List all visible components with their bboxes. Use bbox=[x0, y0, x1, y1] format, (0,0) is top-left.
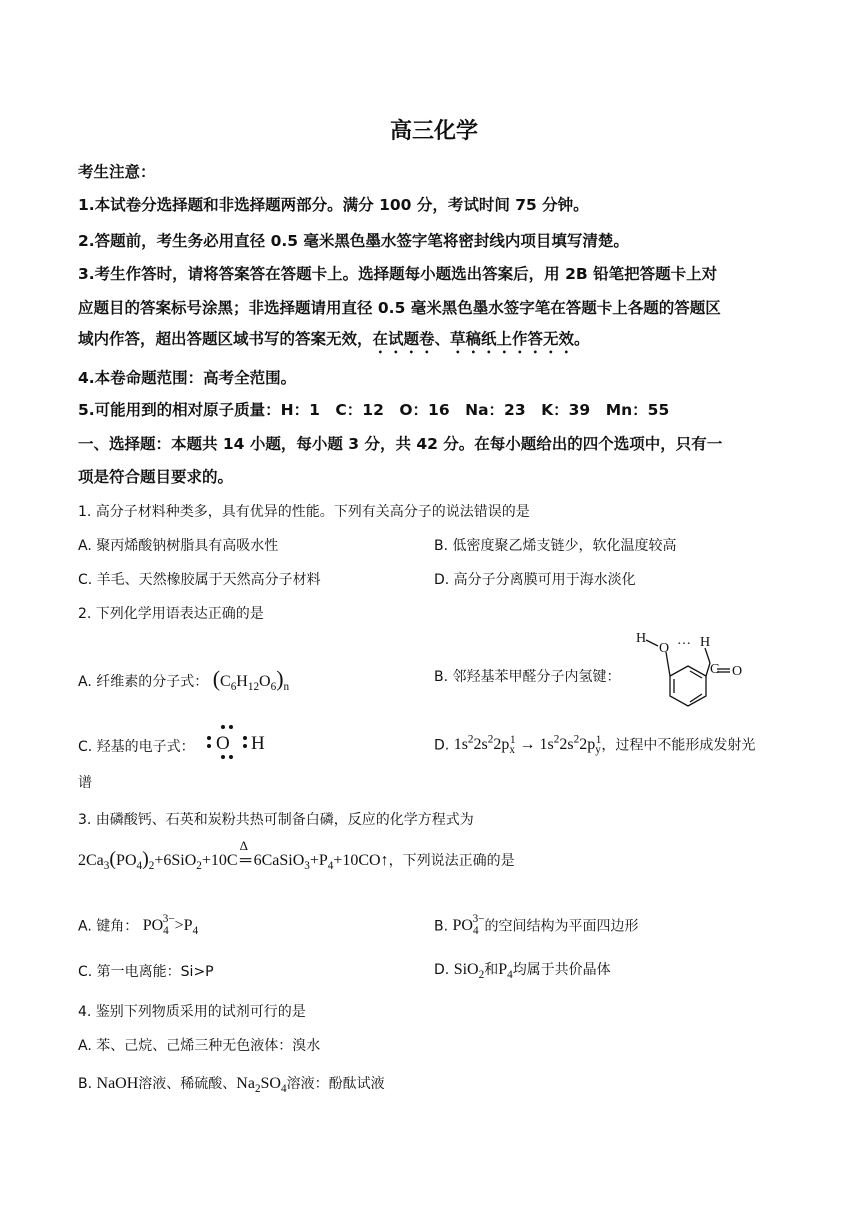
bond-angle-comparison: $PO_4^{3-}>P_4$ bbox=[142, 913, 199, 938]
section-heading-line-2: 项是符合题目要求的。 bbox=[78, 468, 234, 486]
notice-line-2: 2.答题前，考生务必用直径 0.5 毫米黑色墨水签字笔将密封线内项目填写清楚。 bbox=[78, 232, 629, 250]
section-heading-line-1: 一、选择题：本题共 14 小题，每小题 3 分，共 42 分。在每小题给出的四个选项中，只有一 bbox=[78, 435, 723, 453]
svg-text:H: H bbox=[700, 635, 711, 650]
q3-option-d-and: 和 bbox=[484, 962, 499, 978]
q2-option-c bbox=[78, 736, 195, 756]
svg-text:O: O bbox=[659, 641, 670, 656]
q4-option-b-end: 溶液：酚酞试液 bbox=[286, 1076, 385, 1092]
phosphate-ion-formula: $PO_4^{3-}$ bbox=[452, 913, 485, 938]
svg-text:H: H bbox=[636, 631, 647, 646]
sodium-hydroxide-formula: NaOH bbox=[96, 1075, 139, 1092]
reaction-equation: $2Ca_3(PO_4)_2+6SiO_2+10C$ Δ ═ $6CaSiO_3+P_4+10CO↑$ bbox=[78, 838, 389, 873]
q3-option-c: C. 第一电离能：Si>P bbox=[78, 964, 214, 980]
q3-option-d bbox=[434, 959, 611, 981]
q2-option-c-label: C. 羟基的电子式： bbox=[78, 739, 195, 755]
notice-emphasis-text: 在试题卷、草稿纸上作答无效 bbox=[372, 330, 575, 348]
q1-option-b: B. 低密度聚乙烯支链少，软化温度较高 bbox=[434, 538, 677, 554]
electron-configuration-transition: $1s^22s^22p_x^1 \to 1s^22s^22p_y^1$ bbox=[453, 734, 602, 757]
silica-formula: SiO$_2$ bbox=[453, 961, 485, 982]
notice-line-3b: 应题目的答案标号涂黑；非选择题请用直径 0.5 毫米黑色墨水签字笔在答题卡上各题的答题区 bbox=[78, 299, 721, 317]
svg-text:H: H bbox=[251, 733, 265, 754]
q3-option-b-label: B. bbox=[434, 918, 449, 935]
q4-stem: 4. 鉴别下列物质采用的试剂可行的是 bbox=[78, 1004, 306, 1020]
notice-line-3a: 3.考生作答时，请将答案答在答题卡上。选择题每小题选出答案后，用 2B 铅笔把答题卡上对 bbox=[78, 265, 718, 283]
q2-option-d-label: D. bbox=[434, 737, 450, 754]
notice-line-3c-end: 。 bbox=[574, 330, 590, 348]
notice-line-3c-plain: 域内作答，超出答题区域书写的答案无效， bbox=[78, 330, 373, 348]
q1-stem: 1. 高分子材料种类多，具有优异的性能。下列有关高分子的说法错误的是 bbox=[78, 504, 530, 520]
q2-stem: 2. 下列化学用语表达正确的是 bbox=[78, 606, 264, 622]
q1-option-a: A. 聚丙烯酸钠树脂具有高吸水性 bbox=[78, 538, 279, 554]
q3-option-a bbox=[78, 915, 198, 938]
q2-option-d bbox=[434, 734, 755, 757]
q3-stem: 3. 由磷酸钙、石英和炭粉共热可制备白磷，反应的化学方程式为 bbox=[78, 812, 474, 828]
q4-option-a: A. 苯、己烷、己烯三种无色液体：溴水 bbox=[78, 1038, 321, 1054]
q1-option-d: D. 高分子分离膜可用于海水淡化 bbox=[434, 572, 636, 588]
q2-option-a bbox=[78, 666, 289, 693]
svg-text:O: O bbox=[216, 733, 230, 754]
notice-line-1: 1.本试卷分选择题和非选择题两部分。满分 100 分，考试时间 75 分钟。 bbox=[78, 196, 589, 214]
q3-equation bbox=[78, 838, 515, 873]
q3-option-b bbox=[434, 915, 638, 938]
notice-line-3c bbox=[78, 327, 590, 357]
white-phosphorus-formula: $P_4$ bbox=[498, 961, 513, 982]
q2-option-a-label: A. 纤维素的分子式： bbox=[78, 674, 209, 690]
q4-option-b-label: B. bbox=[78, 1076, 93, 1092]
q1-option-c: C. 羊毛、天然橡胶属于天然高分子材料 bbox=[78, 572, 321, 588]
q2-option-d-wrap: 谱 bbox=[78, 775, 92, 791]
q3-option-a-label: A. 键角： bbox=[78, 918, 139, 935]
salicylaldehyde-hbond-structure bbox=[630, 628, 750, 718]
notice-line-5: 5.可能用到的相对原子质量：H：1 C：12 O：16 Na：23 K：39 Mn：55 bbox=[78, 401, 670, 419]
page-title: 高三化学 bbox=[389, 119, 478, 144]
svg-text:O: O bbox=[732, 664, 743, 679]
svg-text:···: ··· bbox=[677, 637, 691, 652]
q3-option-d-text: 均属于共价晶体 bbox=[512, 962, 611, 978]
q4-option-b bbox=[78, 1073, 385, 1095]
q3-option-d-label: D. bbox=[434, 962, 450, 978]
q2-option-d-text: ，过程中不能形成发射光 bbox=[601, 737, 756, 754]
q3-option-b-text: 的空间结构为平面四边形 bbox=[484, 918, 639, 935]
sodium-sulfate-formula: $Na_2SO_4$ bbox=[236, 1075, 287, 1096]
svg-text:C: C bbox=[710, 662, 720, 677]
q4-option-b-mid: 溶液、稀硫酸、 bbox=[138, 1076, 237, 1092]
q2-option-b: B. 邻羟基苯甲醛分子内氢键： bbox=[434, 669, 621, 685]
q3-equation-tail: ，下列说法正确的是 bbox=[388, 853, 515, 869]
notice-heading: 考生注意： bbox=[78, 163, 156, 181]
hydroxyl-electron-dot-formula bbox=[204, 722, 274, 762]
cellulose-formula: $(C_6H_{12}O_6)_n$ bbox=[212, 666, 290, 694]
notice-line-4: 4.本卷命题范围：高考全范围。 bbox=[78, 369, 297, 387]
